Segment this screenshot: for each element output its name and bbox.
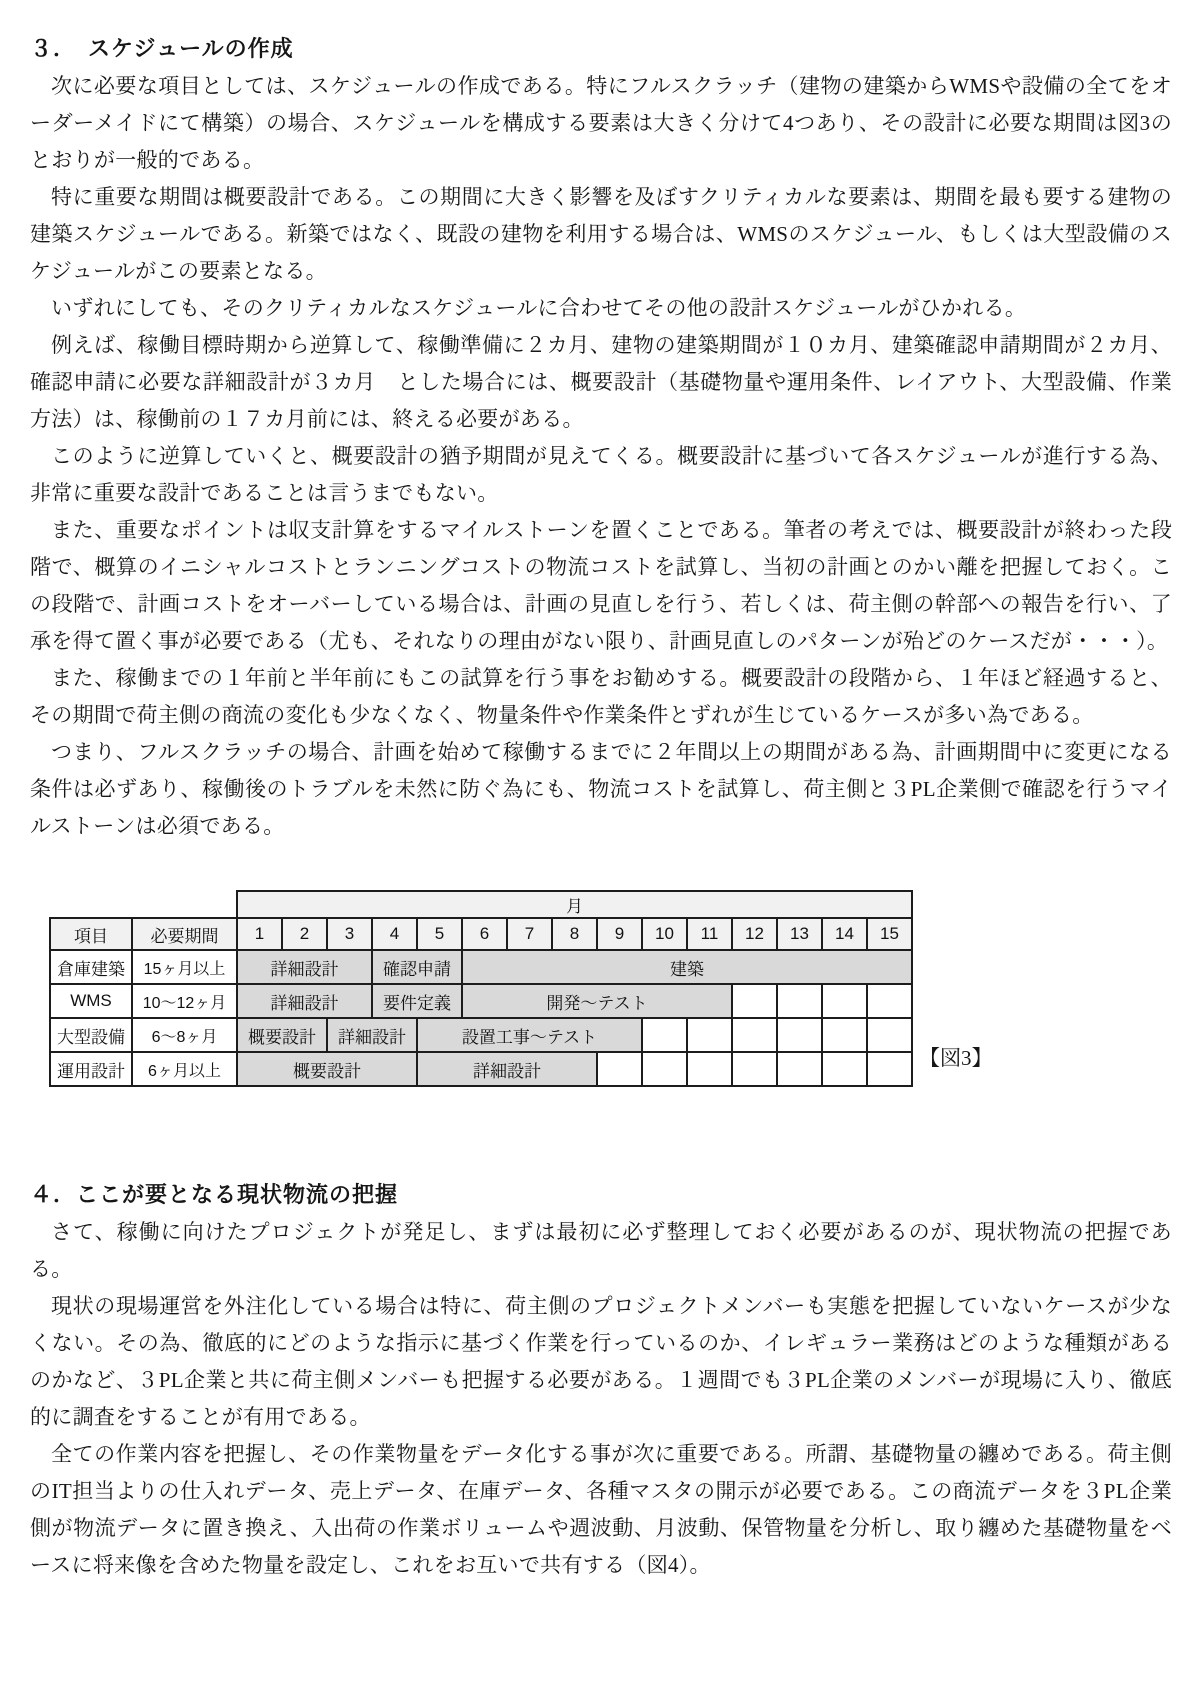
gantt-empty-cell xyxy=(732,1052,777,1086)
gantt-phase-bar: 詳細設計 xyxy=(237,984,372,1018)
gantt-empty-cell xyxy=(777,1018,822,1052)
gantt-month-number: 10 xyxy=(642,918,687,950)
gantt-empty-cell xyxy=(687,1018,732,1052)
gantt-month-number: 8 xyxy=(552,918,597,950)
gantt-month-number: 12 xyxy=(732,918,777,950)
gantt-empty-cell xyxy=(867,984,912,1018)
gantt-empty-cell xyxy=(642,1052,687,1086)
gantt-phase-bar: 建築 xyxy=(462,950,912,984)
gantt-empty-cell xyxy=(777,1052,822,1086)
gantt-empty-cell xyxy=(822,1052,867,1086)
section4-body xyxy=(30,1214,1172,1584)
gantt-month-number: 6 xyxy=(462,918,507,950)
gantt-month-number: 11 xyxy=(687,918,732,950)
gantt-phase-bar: 詳細設計 xyxy=(417,1052,597,1086)
body-paragraph: 次に必要な項目としては、スケジュールの作成である。特にフルスクラッチ（建物の建築からWMSや設備の全てをオーダーメイドにて構築）の場合、スケジュールを構成する要素は大きく分けて4つあり、その設計に必要な期間は図3のとおりが一般的である。 xyxy=(30,74,1172,172)
gantt-empty-cell xyxy=(822,1018,867,1052)
gantt-empty-cell xyxy=(687,1052,732,1086)
gantt-item-label: 大型設備 xyxy=(50,1018,132,1052)
gantt-month-group-header: 月 xyxy=(237,891,912,918)
gantt-phase-bar: 概要設計 xyxy=(237,1052,417,1086)
gantt-phase-bar: 要件定義 xyxy=(372,984,462,1018)
section4-heading: ４．ここが要となる現状物流の把握 xyxy=(30,1182,399,1207)
figure3-caption: 【図3】 xyxy=(919,1046,993,1070)
gantt-month-number: 15 xyxy=(867,918,912,950)
gantt-empty-cell xyxy=(597,1052,642,1086)
gantt-month-number: 9 xyxy=(597,918,642,950)
gantt-empty-cell xyxy=(777,984,822,1018)
body-paragraph: 現状の現場運営を外注化している場合は特に、荷主側のプロジェクトメンバーも実態を把握していないケースが少なくない。その為、徹底的にどのような指示に基づく作業を行っているのか、イレギュラー業務はどのような種類があるのかなど、３PL企業と共に荷主側メンバーも把握する必要がある。１週間でも３PL企業のメンバーが現場に入り、徹底的に調査をすることが有用である。 xyxy=(30,1294,1172,1429)
gantt-column-header: 項目 xyxy=(50,918,132,950)
gantt-phase-bar: 詳細設計 xyxy=(327,1018,417,1052)
body-paragraph: いずれにしても、そのクリティカルなスケジュールに合わせてその他の設計スケジュールがひかれる。 xyxy=(51,296,1027,320)
gantt-duration-label: 6〜8ヶ月 xyxy=(132,1018,237,1052)
gantt-phase-bar: 詳細設計 xyxy=(237,950,372,984)
gantt-empty-cell xyxy=(642,1018,687,1052)
gantt-month-number: 7 xyxy=(507,918,552,950)
gantt-row xyxy=(50,950,912,984)
gantt-month-number: 2 xyxy=(282,918,327,950)
gantt-row xyxy=(50,984,912,1018)
gantt-item-label: WMS xyxy=(50,984,132,1018)
gantt-item-label: 運用設計 xyxy=(50,1052,132,1086)
gantt-column-header: 必要期間 xyxy=(132,918,237,950)
gantt-duration-label: 10〜12ヶ月 xyxy=(132,984,237,1018)
body-paragraph: さて、稼働に向けたプロジェクトが発足し、まずは最初に必ず整理しておく必要があるのが、現状物流の把握である。 xyxy=(30,1220,1172,1281)
gantt-empty-cell xyxy=(732,984,777,1018)
gantt-duration-label: 6ヶ月以上 xyxy=(132,1052,237,1086)
gantt-empty-cell xyxy=(867,1052,912,1086)
section3-heading: ３． スケジュールの作成 xyxy=(30,36,294,61)
gantt-phase-bar: 概要設計 xyxy=(237,1018,327,1052)
body-paragraph: 全ての作業内容を把握し、その作業物量をデータ化する事が次に重要である。所謂、基礎物量の纏めである。荷主側のIT担当よりの仕入れデータ、売上データ、在庫データ、各種マスタの開示が必要である。この商流データを３PL企業側が物流データに置き換え、入出荷の作業ボリュームや週波動、月波動、保管物量を分析し、取り纏めた基礎物量をベースに将来像を含めた物量を設定し、これをお互いで共有する（図4）。 xyxy=(30,1442,1172,1577)
gantt-phase-bar: 設置工事〜テスト xyxy=(417,1018,642,1052)
gantt-phase-bar: 開発〜テスト xyxy=(462,984,732,1018)
body-paragraph: 例えば、稼働目標時期から逆算して、稼働準備に２カ月、建物の建築期間が１０カ月、建築確認申請期間が２カ月、確認申請に必要な詳細設計が３カ月 とした場合には、概要設計（基礎物量や運用条件、レイアウト、大型設備、作業方法）は、稼働前の１７カ月前には、終える必要がある。 xyxy=(30,333,1172,431)
gantt-month-number: 13 xyxy=(777,918,822,950)
section3-body xyxy=(30,68,1172,845)
gantt-duration-label: 15ヶ月以上 xyxy=(132,950,237,984)
gantt-month-number: 14 xyxy=(822,918,867,950)
gantt-row xyxy=(50,1018,912,1052)
body-paragraph: このように逆算していくと、概要設計の猶予期間が見えてくる。概要設計に基づいて各スケジュールが進行する為、非常に重要な設計であることは言うまでもない。 xyxy=(30,444,1172,505)
body-paragraph: また、稼働までの１年前と半年前にもこの試算を行う事をお勧めする。概要設計の段階から、１年ほど経過すると、その期間で荷主側の商流の変化も少なくなく、物量条件や作業条件とずれが生じているケースが多い為である。 xyxy=(30,666,1172,727)
gantt-empty-cell xyxy=(867,1018,912,1052)
body-paragraph: つまり、フルスクラッチの場合、計画を始めて稼働するまでに２年間以上の期間がある為、計画期間中に変更になる条件は必ずあり、稼働後のトラブルを未然に防ぐ為にも、物流コストを試算し、荷主側と３PL企業側で確認を行うマイルストーンは必須である。 xyxy=(30,740,1172,838)
figure3 xyxy=(30,890,1172,1081)
gantt-month-number: 4 xyxy=(372,918,417,950)
gantt-month-number: 1 xyxy=(237,918,282,950)
gantt-month-number: 5 xyxy=(417,918,462,950)
gantt-empty-cell xyxy=(732,1018,777,1052)
gantt-phase-bar: 確認申請 xyxy=(372,950,462,984)
gantt-empty-cell xyxy=(822,984,867,1018)
schedule-gantt-table xyxy=(49,890,913,1087)
body-paragraph: 特に重要な期間は概要設計である。この期間に大きく影響を及ぼすクリティカルな要素は、期間を最も要する建物の建築スケジュールである。新築ではなく、既設の建物を利用する場合は、WMSのスケジュール、もしくは大型設備のスケジュールがこの要素となる。 xyxy=(30,185,1172,283)
gantt-top-spacer xyxy=(50,891,237,918)
gantt-row xyxy=(50,1052,912,1086)
body-paragraph: また、重要なポイントは収支計算をするマイルストーンを置くことである。筆者の考えでは、概要設計が終わった段階で、概算のイニシャルコストとランニングコストの物流コストを試算し、当初の計画とのかい離を把握しておく。この段階で、計画コストをオーバーしている場合は、計画の見直しを行う、若しくは、荷主側の幹部への報告を行い、了承を得て置く事が必要である（尤も、それなりの理由がない限り、計画見直しのパターンが殆どのケースだが・・・）。 xyxy=(30,518,1172,653)
gantt-month-number: 3 xyxy=(327,918,372,950)
gantt-item-label: 倉庫建築 xyxy=(50,950,132,984)
